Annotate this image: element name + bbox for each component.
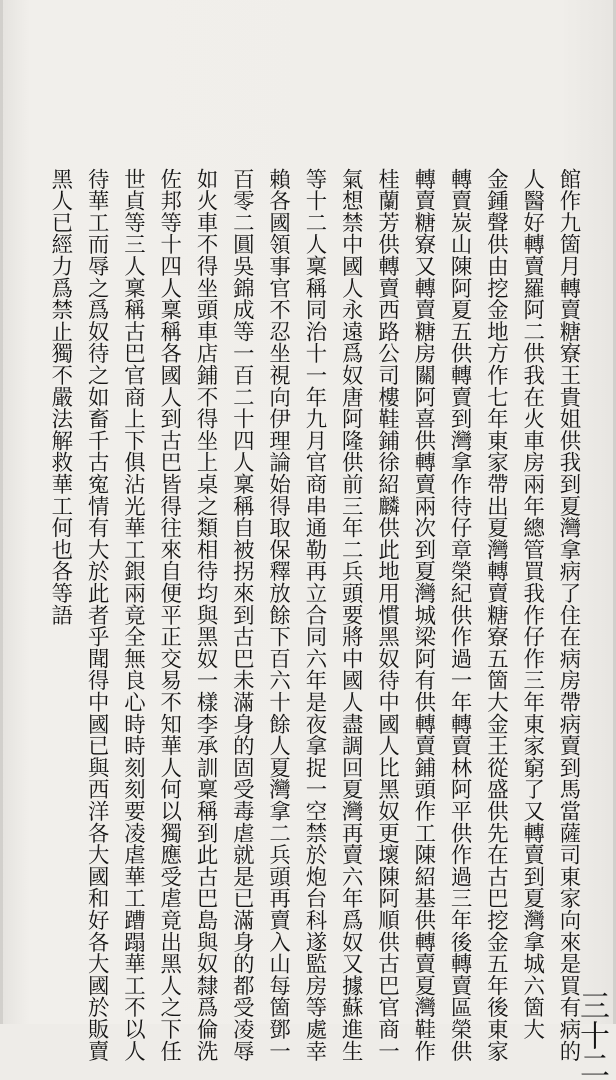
text-column: 佐邦等十四人稟稱各國人到古巴皆得往來自便平正交易不知華人何以獨應受虐竟出黑人之下任 <box>156 168 182 1062</box>
text-column: 賴各國領事官不忍坐視向伊理論始得取保釋放餘下百六十餘人夏灣拿二兵頭再賣入山每箇鄧一 <box>265 168 291 1062</box>
text-column: 轉賣炭山陳阿夏五供轉賣到灣拿作待仔章榮紀供作過一年轉賣林阿平供作過三年後轉賣區榮供 <box>447 168 473 1062</box>
text-column: 世貞等三人稟稱古巴官商上下俱沾光華工銀兩竟全無良心時時刻刻要凌虐華工蹧蹋華工不以人 <box>120 168 146 1062</box>
text-column: 百零二圓吳錦成等一百二十四人稟稱自被拐來到古巴未滿身的固受毒虐就是已滿身的都受凌辱 <box>229 168 255 1062</box>
text-column: 人醫好轉賣羅阿二供我在火車房兩年總管買我作仔作三年東家窮了又轉賣到夏灣拿城六箇大 <box>519 168 545 1040</box>
text-column: 轉賣糖寮又轉賣糖房關阿喜供轉賣兩次到夏灣城梁阿有供轉賣鋪頭作工陳紹基供轉賣夏灣鞋作 <box>410 168 436 1062</box>
text-column: 等十二人稟稱同治十一年九月官商串通勒再立合同六年是夜拿捉一空禁於炮台科遂監房等處幸 <box>301 168 327 1062</box>
text-column: 氣想禁中國人永遠爲奴唐阿隆供前三年二兵頭要將中國人盡調回夏灣再賣六年爲奴又據蘇進生 <box>338 168 364 1062</box>
scan-left-edge <box>0 0 3 1024</box>
text-column: 金鍾聲供由挖金地方作七年東家帶出夏灣轉賣糖寮五箇大金王從盛供先在古巴挖金五年後東家 <box>483 168 509 1062</box>
page-number: 三十二 <box>574 990 609 1080</box>
text-column: 館作九箇月轉賣糖寮王貴姐供我到夏灣拿病了住在病房帶病賣到馬當薩司東家向來是買有病的 <box>556 168 581 1062</box>
text-column: 桂蘭芳供轉賣西路公司樓鞋鋪徐紹麟供此地用慣黑奴待中國人比黑奴更壞陳阿順供古巴官商一 <box>374 168 400 1062</box>
text-column: 待華工而辱之爲奴待之如畜千古寃情有大於此者乎聞得中國已與西洋各大國和好各大國於販賣 <box>84 168 110 1062</box>
text-column: 如火車不得坐頭車店鋪不得坐上桌之類相待均與黑奴一樣李承訓稟稱到此古巴島與奴隸爲倫洗 <box>193 168 219 1062</box>
vertical-body-text <box>42 168 586 1062</box>
text-column: 黑人已經力爲禁止獨不嚴法解救華工何也各等語 <box>47 168 73 626</box>
